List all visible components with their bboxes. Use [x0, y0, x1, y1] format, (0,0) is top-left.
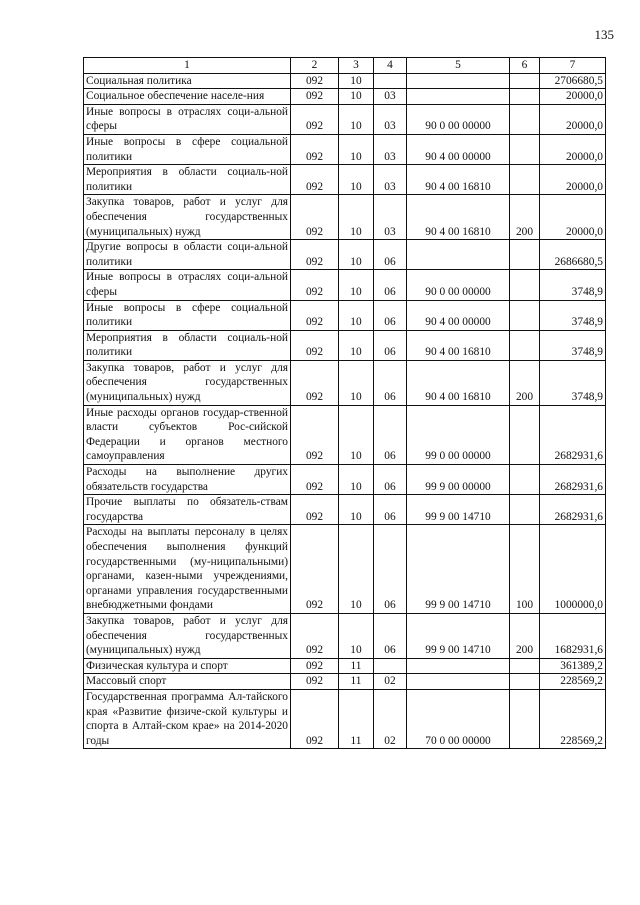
ministry-code-cell: 092	[291, 240, 339, 270]
table-row	[84, 195, 606, 240]
section-code-cell: 10	[339, 405, 374, 464]
amount-cell: 2682931,6	[540, 465, 606, 495]
section-code-cell: 10	[339, 195, 374, 240]
subsection-code-cell: 06	[374, 270, 407, 300]
article-code-cell	[407, 73, 510, 89]
ministry-code-cell: 092	[291, 89, 339, 105]
subsection-code-cell: 06	[374, 525, 407, 614]
amount-cell: 228569,2	[540, 674, 606, 690]
subsection-code-cell: 02	[374, 674, 407, 690]
amount-cell: 3748,9	[540, 360, 606, 405]
table-row	[84, 240, 606, 270]
expense-type-cell	[510, 658, 540, 674]
ministry-code-cell: 092	[291, 360, 339, 405]
section-code-cell: 10	[339, 465, 374, 495]
row-name-cell: Социальное обеспечение населе-ния	[84, 89, 291, 105]
header-cell: 1	[84, 58, 291, 74]
amount-cell: 228569,2	[540, 689, 606, 748]
article-code-cell: 90 4 00 00000	[407, 300, 510, 330]
subsection-code-cell: 03	[374, 104, 407, 134]
subsection-code-cell: 06	[374, 495, 407, 525]
table-row	[84, 165, 606, 195]
row-name-cell: Иные вопросы в сфере социальной политики	[84, 134, 291, 164]
ministry-code-cell: 092	[291, 104, 339, 134]
row-name-cell: Государственная программа Ал-тайского края «Развитие физиче-ской культуры и спорта в Алтай-ском крае» на 2014-2020 годы	[84, 689, 291, 748]
table-row	[84, 330, 606, 360]
table-row	[84, 495, 606, 525]
article-code-cell	[407, 89, 510, 105]
article-code-cell: 99 9 00 14710	[407, 525, 510, 614]
article-code-cell: 99 9 00 00000	[407, 465, 510, 495]
ministry-code-cell: 092	[291, 165, 339, 195]
row-name-cell: Иные вопросы в отраслях соци-альной сферы	[84, 104, 291, 134]
subsection-code-cell: 06	[374, 613, 407, 658]
header-cell: 6	[510, 58, 540, 74]
expense-type-cell: 200	[510, 195, 540, 240]
table-body	[84, 58, 606, 749]
expense-type-cell: 200	[510, 613, 540, 658]
article-code-cell	[407, 240, 510, 270]
subsection-code-cell: 06	[374, 240, 407, 270]
table-row	[84, 360, 606, 405]
amount-cell: 1000000,0	[540, 525, 606, 614]
table-row	[84, 689, 606, 748]
section-code-cell: 10	[339, 165, 374, 195]
header-cell: 3	[339, 58, 374, 74]
amount-cell: 3748,9	[540, 270, 606, 300]
expense-type-cell	[510, 89, 540, 105]
subsection-code-cell	[374, 73, 407, 89]
ministry-code-cell: 092	[291, 73, 339, 89]
row-name-cell: Расходы на выплаты персоналу в целях обеспечения выполнения функций государственными (му-ниципальными) органами, казен-ными учреждениями, органами управления государственными внебюджетными фондами	[84, 525, 291, 614]
subsection-code-cell: 02	[374, 689, 407, 748]
budget-table	[83, 57, 606, 749]
article-code-cell: 90 0 00 00000	[407, 104, 510, 134]
section-code-cell: 10	[339, 240, 374, 270]
article-code-cell: 90 4 00 16810	[407, 360, 510, 405]
amount-cell: 20000,0	[540, 89, 606, 105]
header-cell: 5	[407, 58, 510, 74]
amount-cell: 1682931,6	[540, 613, 606, 658]
table-row	[84, 465, 606, 495]
section-code-cell: 11	[339, 689, 374, 748]
subsection-code-cell: 03	[374, 89, 407, 105]
row-name-cell: Расходы на выполнение других обязательств государства	[84, 465, 291, 495]
amount-cell: 20000,0	[540, 165, 606, 195]
row-name-cell: Прочие выплаты по обязатель-ствам государства	[84, 495, 291, 525]
ministry-code-cell: 092	[291, 658, 339, 674]
header-cell: 7	[540, 58, 606, 74]
section-code-cell: 10	[339, 495, 374, 525]
table-row	[84, 658, 606, 674]
expense-type-cell	[510, 495, 540, 525]
section-code-cell: 11	[339, 658, 374, 674]
section-code-cell: 10	[339, 525, 374, 614]
row-name-cell: Мероприятия в области социаль-ной политики	[84, 330, 291, 360]
expense-type-cell	[510, 240, 540, 270]
row-name-cell: Закупка товаров, работ и услуг для обеспечения государственных (муниципальных) нужд	[84, 360, 291, 405]
ministry-code-cell: 092	[291, 134, 339, 164]
amount-cell: 20000,0	[540, 104, 606, 134]
section-code-cell: 10	[339, 89, 374, 105]
subsection-code-cell	[374, 658, 407, 674]
table-row	[84, 405, 606, 464]
section-code-cell: 10	[339, 134, 374, 164]
section-code-cell: 10	[339, 270, 374, 300]
article-code-cell: 90 4 00 16810	[407, 195, 510, 240]
ministry-code-cell: 092	[291, 195, 339, 240]
expense-type-cell: 200	[510, 360, 540, 405]
header-row	[84, 58, 606, 74]
article-code-cell: 99 9 00 14710	[407, 613, 510, 658]
expense-type-cell	[510, 674, 540, 690]
amount-cell: 361389,2	[540, 658, 606, 674]
subsection-code-cell: 06	[374, 465, 407, 495]
expense-type-cell	[510, 300, 540, 330]
row-name-cell: Иные вопросы в сфере социальной политики	[84, 300, 291, 330]
table-row	[84, 270, 606, 300]
section-code-cell: 11	[339, 674, 374, 690]
table-row	[84, 674, 606, 690]
row-name-cell: Массовый спорт	[84, 674, 291, 690]
expense-type-cell	[510, 330, 540, 360]
article-code-cell: 90 4 00 16810	[407, 165, 510, 195]
row-name-cell: Закупка товаров, работ и услуг для обеспечения государственных (муниципальных) нужд	[84, 613, 291, 658]
page-number: 135	[594, 27, 614, 42]
section-code-cell: 10	[339, 104, 374, 134]
ministry-code-cell: 092	[291, 525, 339, 614]
table-row	[84, 525, 606, 614]
expense-type-cell: 100	[510, 525, 540, 614]
ministry-code-cell: 092	[291, 689, 339, 748]
section-code-cell: 10	[339, 613, 374, 658]
expense-type-cell	[510, 405, 540, 464]
table-row	[84, 134, 606, 164]
amount-cell: 3748,9	[540, 330, 606, 360]
article-code-cell: 90 0 00 00000	[407, 270, 510, 300]
ministry-code-cell: 092	[291, 465, 339, 495]
amount-cell: 2682931,6	[540, 405, 606, 464]
table-row	[84, 73, 606, 89]
article-code-cell: 90 4 00 00000	[407, 134, 510, 164]
amount-cell: 2686680,5	[540, 240, 606, 270]
subsection-code-cell: 06	[374, 360, 407, 405]
ministry-code-cell: 092	[291, 330, 339, 360]
section-code-cell: 10	[339, 300, 374, 330]
section-code-cell: 10	[339, 360, 374, 405]
row-name-cell: Мероприятия в области социаль-ной политики	[84, 165, 291, 195]
article-code-cell: 99 0 00 00000	[407, 405, 510, 464]
subsection-code-cell: 03	[374, 195, 407, 240]
ministry-code-cell: 092	[291, 270, 339, 300]
article-code-cell: 90 4 00 16810	[407, 330, 510, 360]
table-row	[84, 613, 606, 658]
expense-type-cell	[510, 465, 540, 495]
ministry-code-cell: 092	[291, 674, 339, 690]
amount-cell: 3748,9	[540, 300, 606, 330]
header-cell: 2	[291, 58, 339, 74]
article-code-cell: 99 9 00 14710	[407, 495, 510, 525]
amount-cell: 2706680,5	[540, 73, 606, 89]
table-row	[84, 300, 606, 330]
expense-type-cell	[510, 165, 540, 195]
ministry-code-cell: 092	[291, 613, 339, 658]
ministry-code-cell: 092	[291, 405, 339, 464]
section-code-cell: 10	[339, 330, 374, 360]
expense-type-cell	[510, 689, 540, 748]
expense-type-cell	[510, 270, 540, 300]
header-cell: 4	[374, 58, 407, 74]
subsection-code-cell: 06	[374, 330, 407, 360]
amount-cell: 20000,0	[540, 134, 606, 164]
row-name-cell: Социальная политика	[84, 73, 291, 89]
section-code-cell: 10	[339, 73, 374, 89]
row-name-cell: Иные вопросы в отраслях соци-альной сферы	[84, 270, 291, 300]
subsection-code-cell: 06	[374, 405, 407, 464]
table-row	[84, 89, 606, 105]
row-name-cell: Иные расходы органов государ-ственной власти субъектов Рос-сийской Федерации и органов местного самоуправления	[84, 405, 291, 464]
subsection-code-cell: 06	[374, 300, 407, 330]
expense-type-cell	[510, 73, 540, 89]
row-name-cell: Закупка товаров, работ и услуг для обеспечения государственных (муниципальных) нужд	[84, 195, 291, 240]
row-name-cell: Физическая культура и спорт	[84, 658, 291, 674]
expense-type-cell	[510, 104, 540, 134]
article-code-cell	[407, 658, 510, 674]
article-code-cell	[407, 674, 510, 690]
amount-cell: 20000,0	[540, 195, 606, 240]
amount-cell: 2682931,6	[540, 495, 606, 525]
expense-type-cell	[510, 134, 540, 164]
article-code-cell: 70 0 00 00000	[407, 689, 510, 748]
ministry-code-cell: 092	[291, 495, 339, 525]
subsection-code-cell: 03	[374, 165, 407, 195]
ministry-code-cell: 092	[291, 300, 339, 330]
table-row	[84, 104, 606, 134]
subsection-code-cell: 03	[374, 134, 407, 164]
row-name-cell: Другие вопросы в области соци-альной политики	[84, 240, 291, 270]
